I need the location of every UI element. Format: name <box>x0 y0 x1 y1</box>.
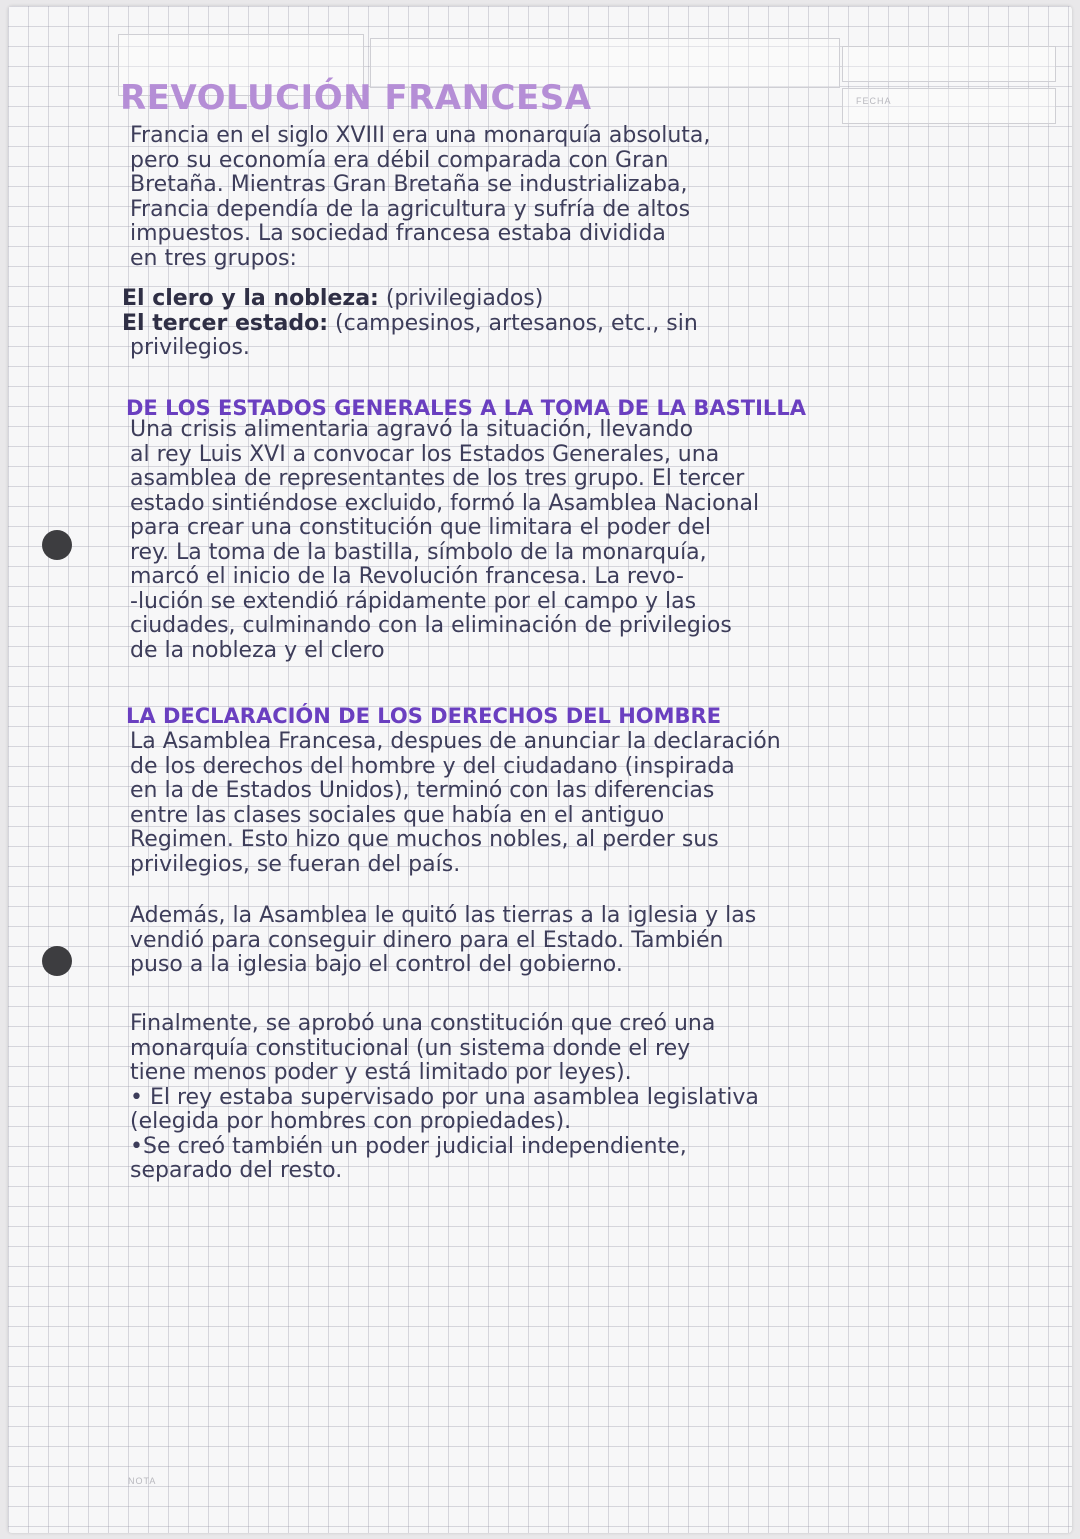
text-line: Regimen. Esto hizo que muchos nobles, al perder sus <box>130 827 719 852</box>
text-line: asamblea de representantes de los tres grupo. El tercer <box>130 466 745 491</box>
text-line: Además, la Asamblea le quitó las tierras a la iglesia y las <box>130 903 757 928</box>
text-line: entre las clases sociales que había en el antiguo <box>130 802 665 828</box>
section-paragraph <box>130 418 759 663</box>
text-line: puso a la iglesia bajo el control del gobierno. <box>130 952 623 977</box>
header-box-date <box>842 88 1056 124</box>
text-line: en tres grupos: <box>130 245 297 271</box>
text-line: tiene menos poder y está limitado por leyes). <box>130 1060 632 1085</box>
text-line: -lución se extendió rápidamente por el campo y las <box>130 588 697 614</box>
text-line: Francia en el siglo XVIII era una monarquía absoluta, <box>130 123 711 148</box>
text-line: para crear una constitución que limitara el poder del <box>130 515 711 540</box>
group-item <box>122 287 698 312</box>
intro-paragraph <box>130 124 710 271</box>
group-label: El clero y la nobleza: <box>122 286 379 311</box>
text-line: estado sintiéndose excluido, formó la Asamblea Nacional <box>130 490 760 516</box>
text-line: en la de Estados Unidos), terminó con las diferencias <box>130 778 715 803</box>
text-line: Finalmente, se aprobó una constitución que creó una <box>130 1011 716 1036</box>
text-line: separado del resto. <box>130 1158 343 1183</box>
text-line: vendió para conseguir dinero para el Estado. También <box>130 927 724 953</box>
page-title: REVOLUCIÓN FRANCESA <box>120 78 592 118</box>
header-box-right <box>842 46 1056 82</box>
text-line: privilegios, se fueran del país. <box>130 851 461 877</box>
bullet-item: •Se creó también un poder judicial independiente, <box>130 1133 687 1159</box>
group-text: (campesinos, artesanos, etc., sin <box>328 310 698 336</box>
group-text: (privilegiados) <box>378 286 544 311</box>
group-label: El tercer estado: <box>122 310 329 336</box>
text-line: rey. La toma de la bastilla, símbolo de la monarquía, <box>130 539 707 565</box>
section-heading: DE LOS ESTADOS GENERALES A LA TOMA DE LA BASTILLA <box>126 396 806 420</box>
text-line: impuestos. La sociedad francesa estaba dividida <box>130 221 666 246</box>
text-line: Francia dependía de la agricultura y sufría de altos <box>130 196 691 222</box>
text-line: al rey Luis XVI a convocar los Estados Generales, una <box>130 441 720 467</box>
text-line: de la nobleza y el clero <box>130 637 385 663</box>
text-line: La Asamblea Francesa, despues de anunciar la declaración <box>130 729 781 754</box>
social-groups-list <box>122 287 698 361</box>
section-paragraph <box>130 730 781 877</box>
footer-note-label: NOTA <box>128 1476 157 1486</box>
text-line: privilegios. <box>130 335 250 360</box>
text-line: pero su economía era débil comparada con Gran <box>130 147 669 173</box>
binder-hole <box>42 530 72 560</box>
text-line: monarquía constitucional (un sistema donde el rey <box>130 1035 691 1061</box>
text-line: (elegida por hombres con propiedades). <box>130 1109 572 1134</box>
text-line: de los derechos del hombre y del ciudadano (inspirada <box>130 753 735 779</box>
binder-hole <box>42 946 72 976</box>
bullet-item: • El rey estaba supervisado por una asamblea legislativa <box>130 1084 759 1110</box>
group-item <box>122 312 698 337</box>
section-heading: LA DECLARACIÓN DE LOS DERECHOS DEL HOMBRE <box>126 704 722 728</box>
text-line: marcó el inicio de la Revolución francesa. La revo- <box>130 564 684 589</box>
date-label: FECHA <box>856 96 892 106</box>
paragraph <box>130 904 756 978</box>
paragraph <box>130 1012 759 1184</box>
text-line: Una crisis alimentaria agravó la situación, llevando <box>130 417 694 442</box>
text-line: Bretaña. Mientras Gran Bretaña se industrializaba, <box>130 172 688 197</box>
text-line: ciudades, culminando con la eliminación de privilegios <box>130 613 732 638</box>
